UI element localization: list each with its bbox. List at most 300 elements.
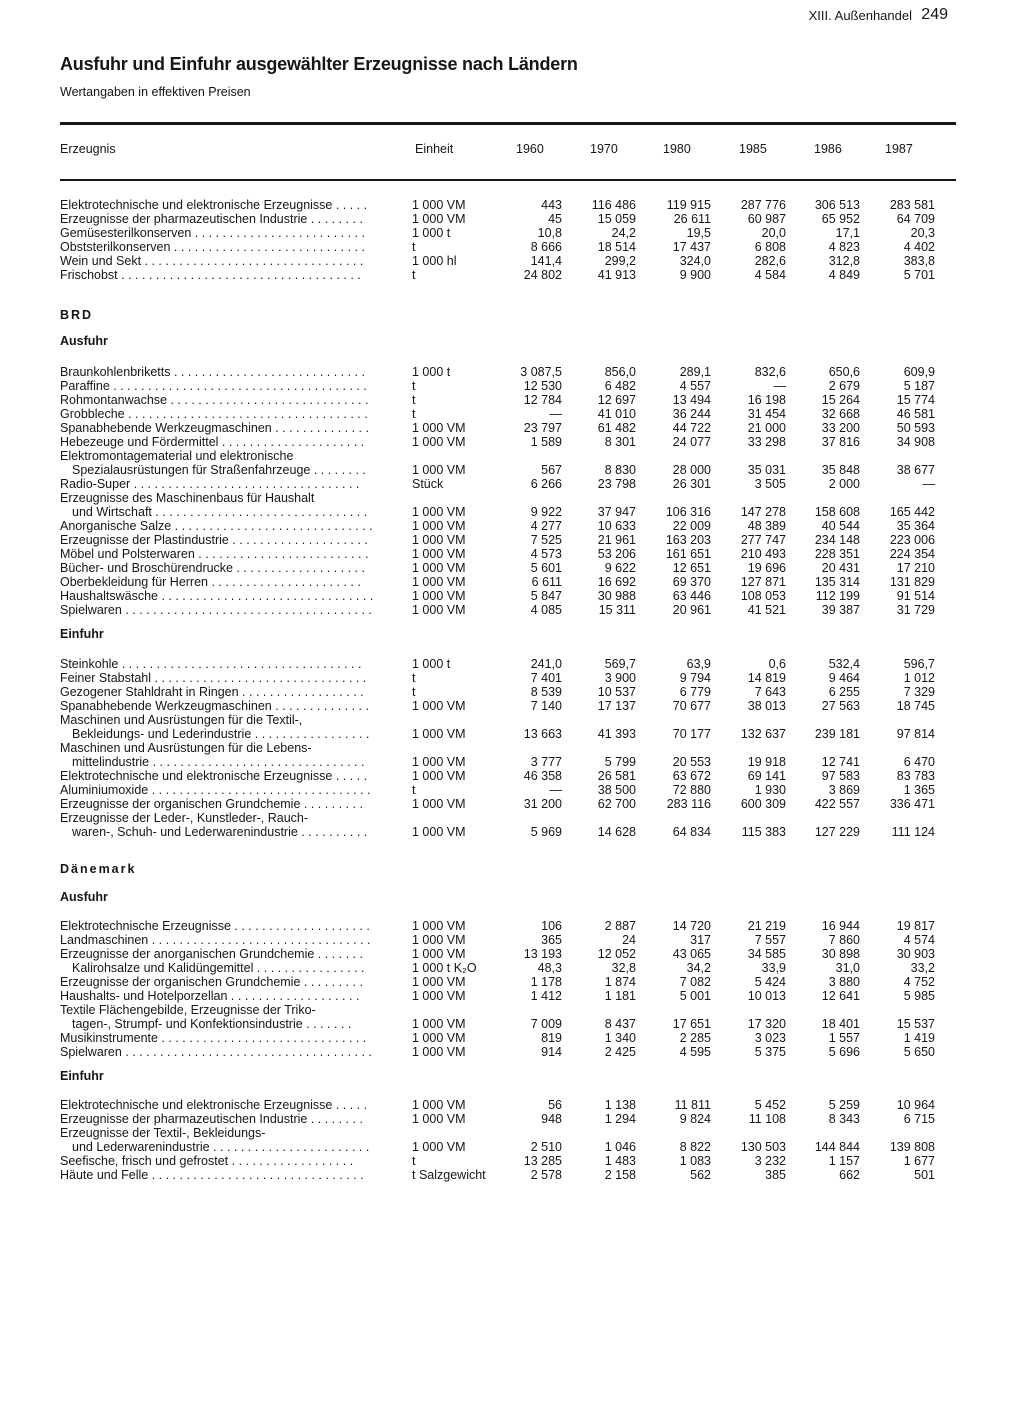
row-value: 383,8 <box>903 254 935 268</box>
row-value: 562 <box>690 1168 711 1182</box>
table-row <box>0 989 1024 1003</box>
row-value: 56 <box>548 1098 562 1112</box>
row-value: 19 696 <box>747 561 786 575</box>
table-row <box>0 198 1024 212</box>
row-label: Maschinen und Ausrüstungen für die Textil-, <box>60 713 303 727</box>
row-value: 1 157 <box>828 1154 860 1168</box>
column-header-1985: 1985 <box>739 142 767 156</box>
row-value: 210 493 <box>740 547 786 561</box>
row-value: 3 023 <box>754 1031 786 1045</box>
row-value: 20 553 <box>672 755 711 769</box>
table-row <box>0 603 1024 617</box>
row-value: 3 900 <box>604 671 636 685</box>
row-value: 8 830 <box>604 463 636 477</box>
row-unit: 1 000 VM <box>412 989 466 1003</box>
row-value: 144 844 <box>814 1140 860 1154</box>
row-unit: 1 000 VM <box>412 975 466 989</box>
row-label: waren-, Schuh- und Lederwarenindustrie . . . . . . . . . . <box>72 825 368 839</box>
row-label: Elektrotechnische und elektronische Erzeugnisse . . . . . <box>60 769 368 783</box>
row-value: 31 200 <box>523 797 562 811</box>
row-value: 5 799 <box>604 755 636 769</box>
row-value: 163 203 <box>665 533 711 547</box>
row-value: 6 779 <box>679 685 711 699</box>
row-label: Grobbleche . . . . . . . . . . . . . . . . . . . . . . . . . . . . . . . . . . . <box>60 407 368 421</box>
row-unit: 1 000 VM <box>412 547 466 561</box>
row-value: 41 393 <box>597 727 636 741</box>
table-row <box>0 212 1024 226</box>
table-row <box>0 975 1024 989</box>
row-unit: 1 000 hl <box>412 254 457 268</box>
row-label: Wein und Sekt . . . . . . . . . . . . . . . . . . . . . . . . . . . . . . . . <box>60 254 364 268</box>
column-header-erzeugnis: Erzeugnis <box>60 142 116 156</box>
row-label: Seefische, frisch und gefrostet . . . . . . . . . . . . . . . . . . <box>60 1154 354 1168</box>
row-value: — <box>773 379 786 393</box>
row-label: Bücher- und Broschürendrucke . . . . . . . . . . . . . . . . . . . <box>60 561 365 575</box>
row-value: 8 539 <box>530 685 562 699</box>
row-value: 223 006 <box>889 533 935 547</box>
row-unit: 1 000 VM <box>412 797 466 811</box>
row-value: 108 053 <box>740 589 786 603</box>
row-value: 12 530 <box>523 379 562 393</box>
row-value: 158 608 <box>814 505 860 519</box>
row-label: Feiner Stabstahl . . . . . . . . . . . . . . . . . . . . . . . . . . . . . . . <box>60 671 367 685</box>
row-value: 38 500 <box>597 783 636 797</box>
row-value: 17,1 <box>835 226 860 240</box>
row-value: 4 849 <box>828 268 860 282</box>
row-value: 63 672 <box>672 769 711 783</box>
row-unit: 1 000 VM <box>412 463 466 477</box>
row-value: 65 952 <box>821 212 860 226</box>
row-label: Spielwaren . . . . . . . . . . . . . . . . . . . . . . . . . . . . . . . . . . . . <box>60 1045 372 1059</box>
row-value: 14 628 <box>597 825 636 839</box>
row-value: 35 031 <box>747 463 786 477</box>
row-value: 532,4 <box>828 657 860 671</box>
row-value: 7 401 <box>530 671 562 685</box>
row-value: 277 747 <box>740 533 786 547</box>
row-value: 31,0 <box>835 961 860 975</box>
row-unit: 1 000 VM <box>412 1017 466 1031</box>
row-label: Bekleidungs- und Lederindustrie . . . . . . . . . . . . . . . . . <box>72 727 370 741</box>
row-value: 3 087,5 <box>520 365 562 379</box>
row-value: 23 798 <box>597 477 636 491</box>
table-row <box>0 961 1024 975</box>
row-value: 9 794 <box>679 671 711 685</box>
row-value: 15 264 <box>821 393 860 407</box>
section-name: XIII. Außenhandel <box>808 8 912 23</box>
row-label: Spanabhebende Werkzeugmaschinen . . . . . . . . . . . . . . <box>60 699 369 713</box>
row-value: 5 650 <box>903 1045 935 1059</box>
row-value: 161 651 <box>665 547 711 561</box>
table-row <box>0 393 1024 407</box>
row-value: 10 633 <box>597 519 636 533</box>
row-label: Erzeugnisse der organischen Grundchemie . . . . . . . . . <box>60 975 363 989</box>
row-value: 116 486 <box>591 198 636 212</box>
row-label: Paraffine . . . . . . . . . . . . . . . . . . . . . . . . . . . . . . . . . . . . . <box>60 379 367 393</box>
row-unit: t <box>412 268 416 282</box>
row-value: 12 052 <box>597 947 636 961</box>
row-value: 2 510 <box>530 1140 562 1154</box>
row-value: 948 <box>541 1112 562 1126</box>
row-value: 70 677 <box>672 699 711 713</box>
row-value: 131 829 <box>889 575 935 589</box>
row-value: 16 944 <box>821 919 860 933</box>
row-value: 7 525 <box>530 533 562 547</box>
row-value: 4 557 <box>679 379 711 393</box>
row-value: 70 177 <box>672 727 711 741</box>
row-value: 4 574 <box>903 933 935 947</box>
row-value: 35 848 <box>821 463 860 477</box>
row-unit: 1 000 t <box>412 365 451 379</box>
row-value: 7 860 <box>828 933 860 947</box>
row-value: 18 401 <box>821 1017 860 1031</box>
table-row <box>0 547 1024 561</box>
row-unit: 1 000 VM <box>412 933 466 947</box>
row-value: 147 278 <box>740 505 786 519</box>
row-value: 9 464 <box>828 671 860 685</box>
row-value: 1 557 <box>828 1031 860 1045</box>
row-value: 5 696 <box>828 1045 860 1059</box>
row-label: Musikinstrumente . . . . . . . . . . . . . . . . . . . . . . . . . . . . . . <box>60 1031 367 1045</box>
table-row <box>0 811 1024 825</box>
row-value: 14 819 <box>747 671 786 685</box>
row-value: 20 431 <box>821 561 860 575</box>
row-value: 44 722 <box>672 421 711 435</box>
row-value: 64 834 <box>672 825 711 839</box>
row-value: 21 219 <box>747 919 786 933</box>
row-value: 20,3 <box>910 226 935 240</box>
row-value: 4 823 <box>828 240 860 254</box>
row-value: 4 277 <box>530 519 562 533</box>
row-value: 5 001 <box>679 989 711 1003</box>
row-label: tagen-, Strumpf- und Konfektionsindustrie . . . . . . . <box>72 1017 352 1031</box>
row-value: 27 563 <box>821 699 860 713</box>
row-value: 9 922 <box>530 505 562 519</box>
row-value: 97 814 <box>896 727 935 741</box>
table-row <box>0 671 1024 685</box>
row-value: 165 442 <box>889 505 935 519</box>
group-heading-daenemark-ausfuhr: Ausfuhr <box>60 890 108 904</box>
row-value: 91 514 <box>896 589 935 603</box>
row-label: Frischobst . . . . . . . . . . . . . . . . . . . . . . . . . . . . . . . . . . . <box>60 268 361 282</box>
row-value: 289,1 <box>679 365 711 379</box>
row-label: Erzeugnisse der pharmazeutischen Industrie . . . . . . . . <box>60 1112 363 1126</box>
row-unit: 1 000 VM <box>412 1140 466 1154</box>
row-value: 10,8 <box>537 226 562 240</box>
row-value: 600 309 <box>740 797 786 811</box>
row-value: — <box>922 477 935 491</box>
row-label: Landmaschinen . . . . . . . . . . . . . . . . . . . . . . . . . . . . . . . . <box>60 933 371 947</box>
table-row <box>0 477 1024 491</box>
row-value: 31 729 <box>896 603 935 617</box>
row-label: Spezialausrüstungen für Straßenfahrzeuge . . . . . . . . <box>72 463 366 477</box>
row-unit: 1 000 VM <box>412 755 466 769</box>
row-value: 819 <box>541 1031 562 1045</box>
row-value: 130 503 <box>740 1140 786 1154</box>
row-value: 650,6 <box>828 365 860 379</box>
table-row <box>0 226 1024 240</box>
row-value: 283 581 <box>889 198 935 212</box>
row-value: 61 482 <box>597 421 636 435</box>
row-value: 234 148 <box>814 533 860 547</box>
row-value: 48 389 <box>747 519 786 533</box>
row-label: Erzeugnisse der Textil-, Bekleidungs- <box>60 1126 266 1140</box>
row-unit: 1 000 VM <box>412 1031 466 1045</box>
table-header-rule <box>60 179 956 181</box>
row-value: 97 583 <box>821 769 860 783</box>
row-value: 2 000 <box>828 477 860 491</box>
row-value: 7 082 <box>679 975 711 989</box>
table-row <box>0 254 1024 268</box>
row-value: 3 232 <box>754 1154 786 1168</box>
row-value: 83 783 <box>896 769 935 783</box>
row-value: 1 589 <box>530 435 562 449</box>
row-label: Haushaltswäsche . . . . . . . . . . . . . . . . . . . . . . . . . . . . . . . <box>60 589 374 603</box>
row-label: Möbel und Polsterwaren . . . . . . . . . . . . . . . . . . . . . . . . . <box>60 547 369 561</box>
row-value: 17 651 <box>672 1017 711 1031</box>
row-value: 3 880 <box>828 975 860 989</box>
row-value: 23 797 <box>523 421 562 435</box>
table-row <box>0 947 1024 961</box>
row-unit: 1 000 VM <box>412 212 466 226</box>
row-value: 63 446 <box>672 589 711 603</box>
row-value: 12 784 <box>523 393 562 407</box>
table-row <box>0 449 1024 463</box>
row-value: 7 329 <box>903 685 935 699</box>
row-label: Häute und Felle . . . . . . . . . . . . . . . . . . . . . . . . . . . . . . . <box>60 1168 364 1182</box>
table-row <box>0 713 1024 727</box>
row-unit: 1 000 t <box>412 657 451 671</box>
table-row <box>0 727 1024 741</box>
row-value: 15 537 <box>896 1017 935 1031</box>
row-value: 365 <box>541 933 562 947</box>
row-unit: t <box>412 393 416 407</box>
row-value: 17 210 <box>896 561 935 575</box>
table-row <box>0 919 1024 933</box>
row-value: 336 471 <box>889 797 935 811</box>
row-label: Gemüsesterilkonserven . . . . . . . . . . . . . . . . . . . . . . . . . <box>60 226 365 240</box>
page-header <box>0 6 1024 30</box>
row-label: Kalirohsalze und Kalidüngemittel . . . . . . . . . . . . . . . . <box>72 961 365 975</box>
table-row <box>0 1031 1024 1045</box>
row-value: 596,7 <box>903 657 935 671</box>
row-value: 34,2 <box>686 961 711 975</box>
row-value: 299,2 <box>604 254 636 268</box>
row-unit: 1 000 VM <box>412 727 466 741</box>
table-row <box>0 240 1024 254</box>
row-value: 19 817 <box>896 919 935 933</box>
row-value: 10 964 <box>896 1098 935 1112</box>
table-row <box>0 1168 1024 1182</box>
row-label: Elektrotechnische und elektronische Erzeugnisse . . . . . <box>60 1098 368 1112</box>
row-unit: 1 000 VM <box>412 1045 466 1059</box>
row-label: Elektromontagematerial und elektronische <box>60 449 294 463</box>
row-label: und Wirtschaft . . . . . . . . . . . . . . . . . . . . . . . . . . . . . . . <box>72 505 368 519</box>
row-value: 12 651 <box>672 561 711 575</box>
table-row <box>0 933 1024 947</box>
row-value: 119 915 <box>666 198 711 212</box>
table-row <box>0 491 1024 505</box>
row-unit: t <box>412 240 416 254</box>
row-value: 2 158 <box>604 1168 636 1182</box>
row-value: 112 199 <box>815 589 860 603</box>
row-value: — <box>549 407 562 421</box>
table-row <box>0 463 1024 477</box>
row-unit: t <box>412 671 416 685</box>
row-value: 832,6 <box>754 365 786 379</box>
row-value: 31 454 <box>747 407 786 421</box>
row-label: Aluminiumoxide . . . . . . . . . . . . . . . . . . . . . . . . . . . . . . . . <box>60 783 371 797</box>
row-value: 6 470 <box>903 755 935 769</box>
row-value: 17 137 <box>597 699 636 713</box>
row-label: Erzeugnisse des Maschinenbaus für Haushalt <box>60 491 315 505</box>
table-row <box>0 421 1024 435</box>
row-value: 4 085 <box>530 603 562 617</box>
row-value: 13 663 <box>523 727 562 741</box>
row-value: 18 745 <box>896 699 935 713</box>
row-unit: 1 000 t K₂O <box>412 961 477 975</box>
row-value: 38 677 <box>896 463 935 477</box>
row-label: Spanabhebende Werkzeugmaschinen . . . . . . . . . . . . . . <box>60 421 369 435</box>
row-value: 33 298 <box>747 435 786 449</box>
row-label: Steinkohle . . . . . . . . . . . . . . . . . . . . . . . . . . . . . . . . . . . <box>60 657 362 671</box>
row-label: Erzeugnisse der pharmazeutischen Industrie . . . . . . . . <box>60 212 363 226</box>
row-unit: 1 000 VM <box>412 603 466 617</box>
row-value: 26 301 <box>672 477 711 491</box>
row-value: 662 <box>839 1168 860 1182</box>
row-unit: 1 000 VM <box>412 1112 466 1126</box>
row-value: 1 930 <box>754 783 786 797</box>
row-value: 17 437 <box>672 240 711 254</box>
row-value: 241,0 <box>530 657 562 671</box>
row-value: 24,2 <box>611 226 636 240</box>
row-value: 312,8 <box>828 254 860 268</box>
row-value: 10 537 <box>597 685 636 699</box>
row-value: 324,0 <box>679 254 711 268</box>
row-value: 15 059 <box>597 212 636 226</box>
row-value: 69 370 <box>672 575 711 589</box>
table-row <box>0 825 1024 839</box>
table-row <box>0 1154 1024 1168</box>
row-value: 6 266 <box>530 477 562 491</box>
row-value: 13 193 <box>523 947 562 961</box>
row-unit: 1 000 VM <box>412 699 466 713</box>
row-value: 1 083 <box>679 1154 711 1168</box>
row-value: 72 880 <box>672 783 711 797</box>
row-value: 16 198 <box>747 393 786 407</box>
row-value: 1 046 <box>604 1140 636 1154</box>
table-row <box>0 561 1024 575</box>
row-value: 1 677 <box>903 1154 935 1168</box>
row-value: 19,5 <box>686 226 711 240</box>
row-value: 13 494 <box>672 393 711 407</box>
row-label: Erzeugnisse der Leder-, Kunstleder-, Rauch- <box>60 811 309 825</box>
row-label: Braunkohlenbriketts . . . . . . . . . . . . . . . . . . . . . . . . . . . . <box>60 365 365 379</box>
row-value: 1 181 <box>604 989 636 1003</box>
row-value: 62 700 <box>597 797 636 811</box>
row-unit: t Salzgewicht <box>412 1168 486 1182</box>
row-value: 127 871 <box>740 575 786 589</box>
row-value: 135 314 <box>814 575 860 589</box>
column-header-1970: 1970 <box>590 142 618 156</box>
table-row <box>0 268 1024 282</box>
table-row <box>0 1140 1024 1154</box>
row-value: 37 947 <box>597 505 636 519</box>
row-unit: 1 000 VM <box>412 919 466 933</box>
row-value: 2 578 <box>530 1168 562 1182</box>
table-row <box>0 533 1024 547</box>
row-value: 1 294 <box>604 1112 636 1126</box>
row-value: 1 483 <box>604 1154 636 1168</box>
country-heading-brd: BRD <box>60 308 94 322</box>
row-value: 141,4 <box>530 254 562 268</box>
row-value: 14 720 <box>672 919 711 933</box>
row-label: Hebezeuge und Fördermittel . . . . . . . . . . . . . . . . . . . . . <box>60 435 365 449</box>
row-value: 50 593 <box>896 421 935 435</box>
row-value: 132 637 <box>740 727 786 741</box>
row-unit: t <box>412 1154 416 1168</box>
table-row <box>0 589 1024 603</box>
row-value: 7 009 <box>530 1017 562 1031</box>
row-unit: Stück <box>412 477 444 491</box>
table-row <box>0 435 1024 449</box>
row-unit: 1 000 VM <box>412 519 466 533</box>
row-value: 37 816 <box>821 435 860 449</box>
row-value: 5 375 <box>754 1045 786 1059</box>
row-label: Elektrotechnische Erzeugnisse . . . . . . . . . . . . . . . . . . . . <box>60 919 370 933</box>
row-label: Obststerilkonserven . . . . . . . . . . . . . . . . . . . . . . . . . . . . <box>60 240 365 254</box>
row-value: 5 601 <box>530 561 562 575</box>
row-value: 856,0 <box>604 365 636 379</box>
row-value: 35 364 <box>896 519 935 533</box>
column-header-1960: 1960 <box>516 142 544 156</box>
row-unit: t <box>412 379 416 393</box>
row-label: Erzeugnisse der organischen Grundchemie . . . . . . . . . <box>60 797 363 811</box>
row-value: 13 285 <box>523 1154 562 1168</box>
row-value: 6 808 <box>754 240 786 254</box>
row-value: 11 108 <box>748 1112 786 1126</box>
row-value: 6 715 <box>903 1112 935 1126</box>
column-header-einheit: Einheit <box>415 142 454 156</box>
table-row <box>0 365 1024 379</box>
row-value: 5 701 <box>903 268 935 282</box>
row-unit: 1 000 VM <box>412 198 466 212</box>
row-value: 7 557 <box>754 933 786 947</box>
row-value: 569,7 <box>604 657 636 671</box>
table-row <box>0 755 1024 769</box>
row-value: 15 311 <box>598 603 636 617</box>
row-value: 567 <box>541 463 562 477</box>
page-subtitle: Wertangaben in effektiven Preisen <box>60 85 251 99</box>
row-value: 4 595 <box>679 1045 711 1059</box>
column-header-1980: 1980 <box>663 142 691 156</box>
row-value: 40 544 <box>821 519 860 533</box>
row-value: 41 010 <box>597 407 636 421</box>
row-value: 34 585 <box>747 947 786 961</box>
row-unit: t <box>412 407 416 421</box>
table-row <box>0 1017 1024 1031</box>
row-value: 39 387 <box>821 603 860 617</box>
row-value: 106 <box>541 919 562 933</box>
row-value: 26 611 <box>673 212 711 226</box>
row-value: 8 343 <box>828 1112 860 1126</box>
row-value: 20 961 <box>672 603 711 617</box>
row-value: 385 <box>765 1168 786 1182</box>
row-value: 3 505 <box>754 477 786 491</box>
row-value: 4 752 <box>903 975 935 989</box>
row-label: Elektrotechnische und elektronische Erzeugnisse . . . . . <box>60 198 368 212</box>
row-value: 139 808 <box>889 1140 935 1154</box>
row-value: 48,3 <box>537 961 562 975</box>
